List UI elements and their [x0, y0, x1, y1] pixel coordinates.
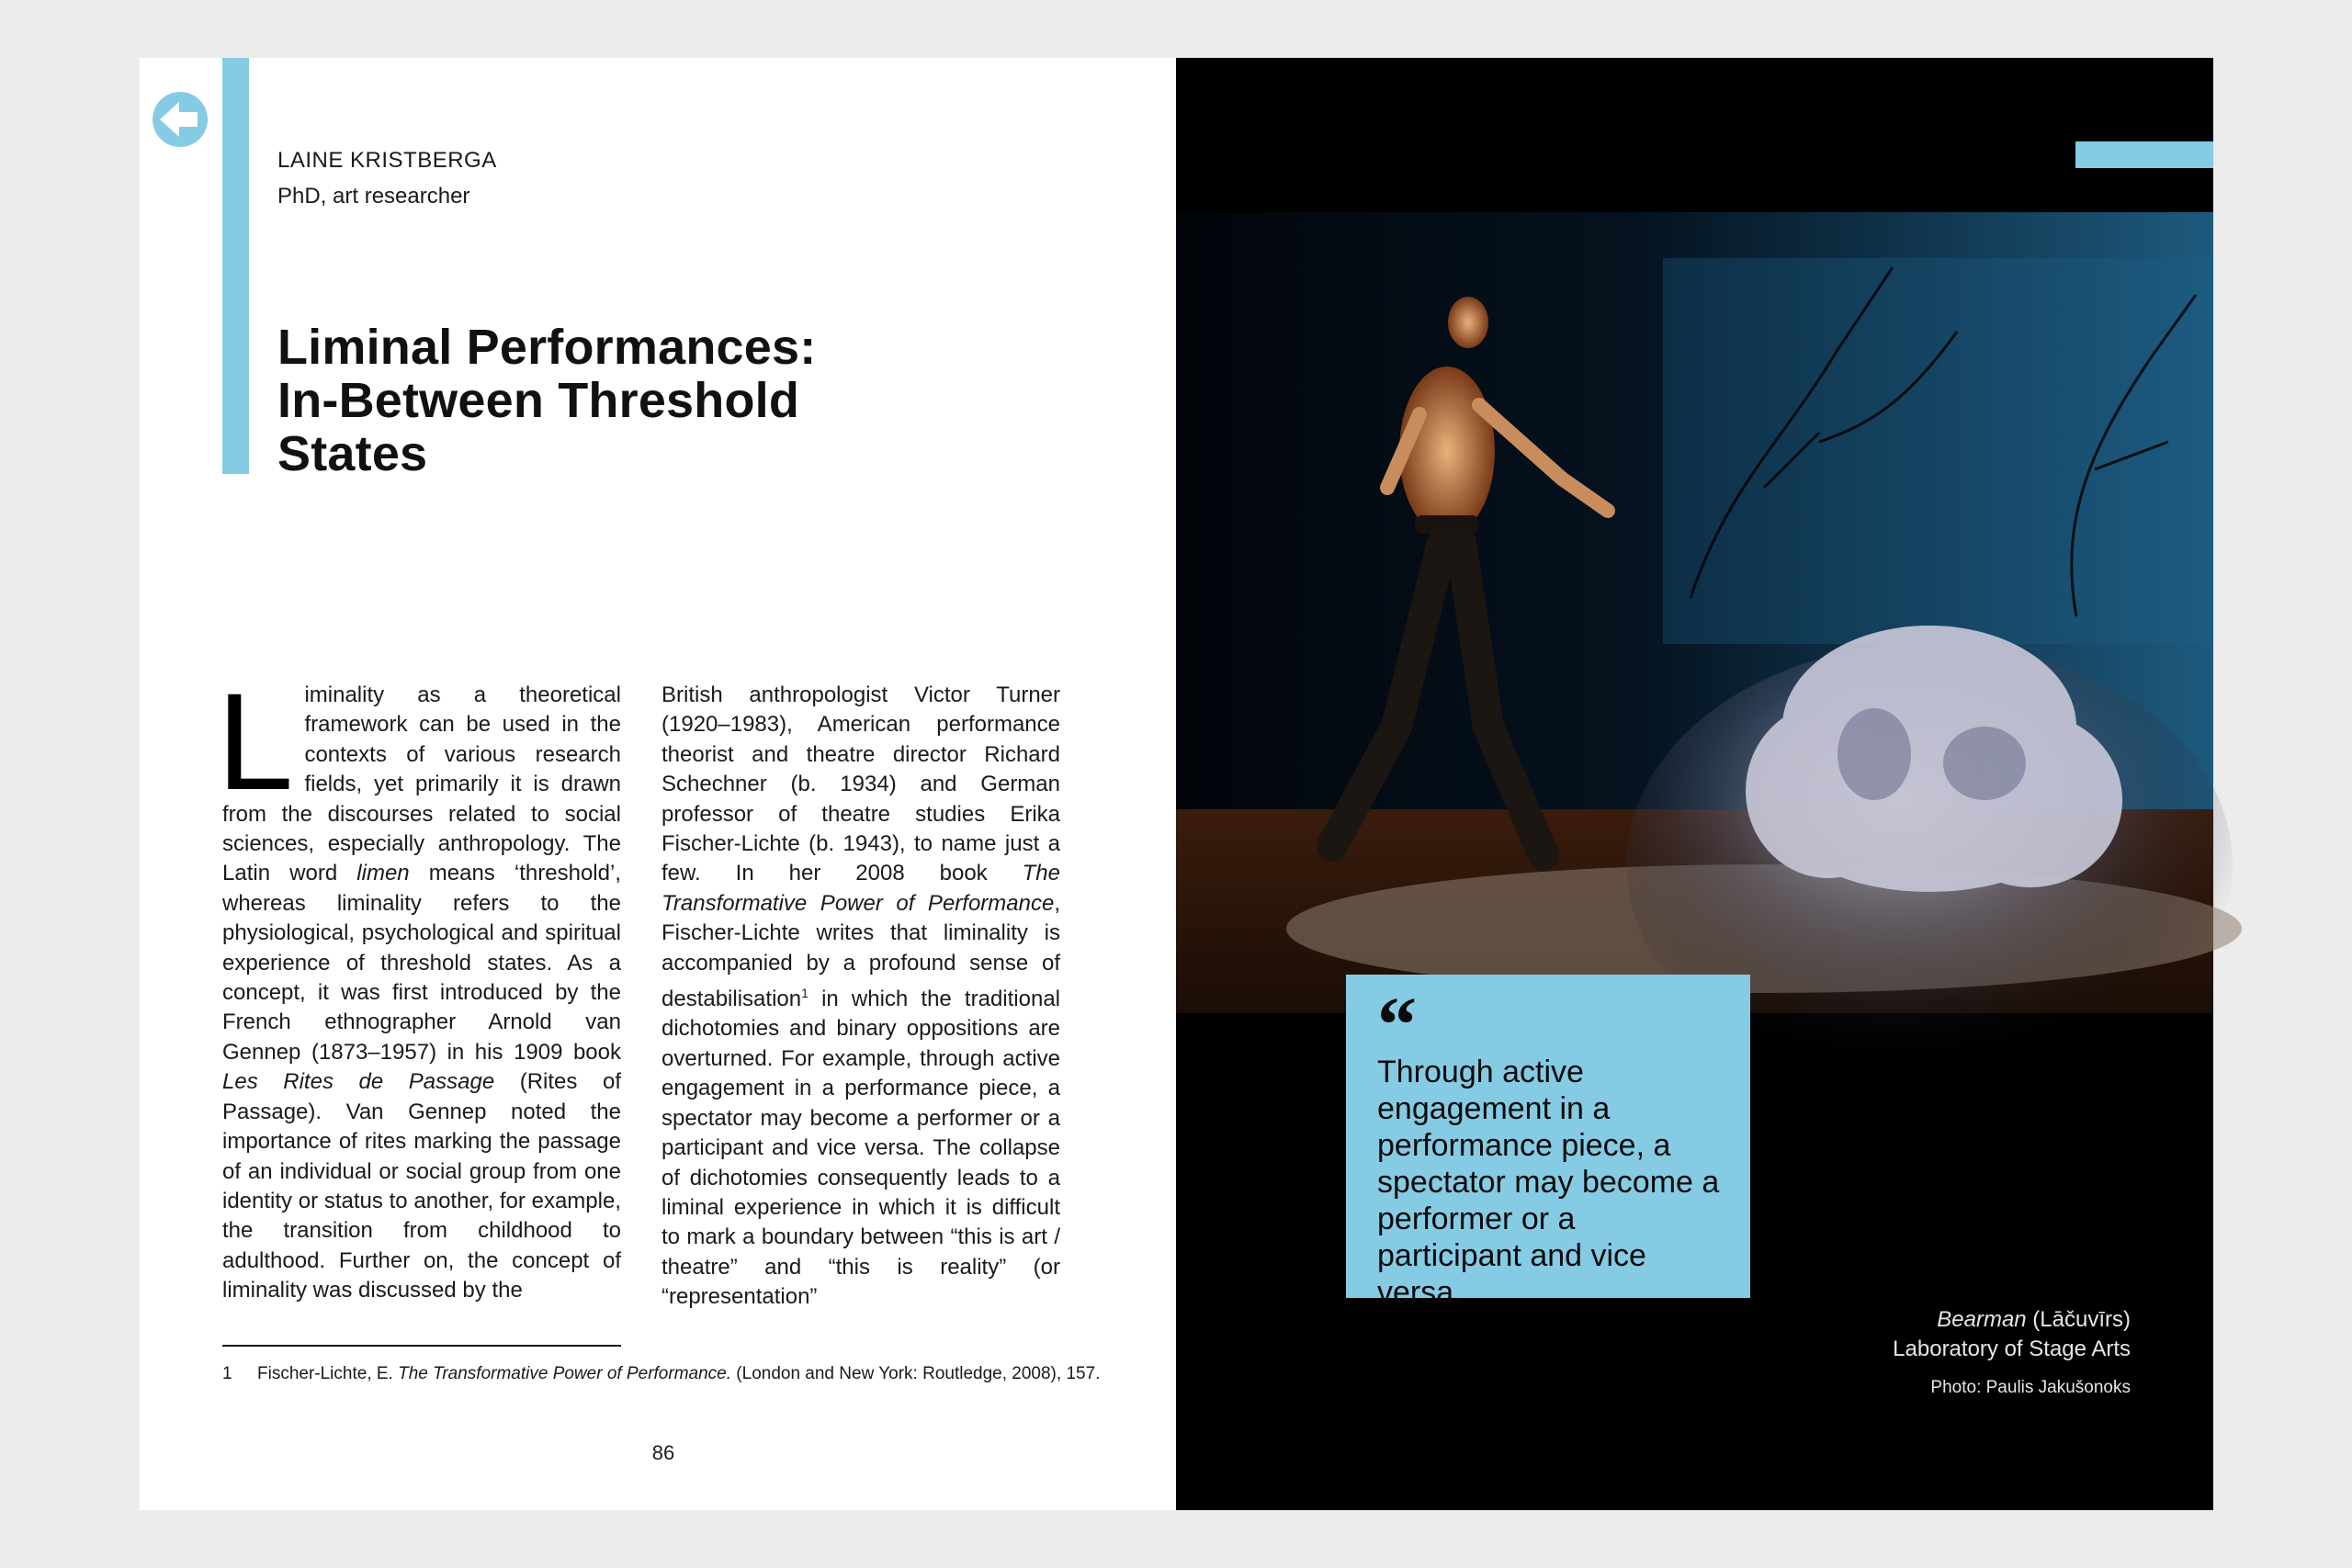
body-text: British anthropologist Victor Turner (1920–1983), American performance theorist and theatre director Richard Schechner (b. 1934) and German professor of theatre studies Erika Fischer-Lichte (b. 1943), to name just a few. In her 2008 book: [662, 682, 1060, 886]
photo-caption: [1893, 1305, 2131, 1401]
caption-title-rest: (Lāčuvīrs): [2026, 1307, 2131, 1332]
title-line-3: States: [277, 426, 428, 481]
pull-quote-text: Through active engagement in a performance piece, a spectator may become a performer or a participant and vice versa.: [1377, 1055, 1720, 1310]
author-role: PhD, art researcher: [277, 184, 470, 209]
body-paragraph: [662, 681, 1060, 1313]
caption-title: [1893, 1305, 2131, 1335]
page-number: 86: [651, 1441, 675, 1464]
accent-bar-right: [2075, 141, 2213, 168]
footnote-text: [257, 1362, 1143, 1385]
body-column-2: [662, 681, 1060, 1310]
drop-cap: L: [217, 664, 294, 818]
quote-mark-icon: “: [1377, 980, 1417, 1068]
body-text: , Fischer-Lichte writes that liminality is accompanied by a profound sense of destabilisation: [662, 890, 1060, 1012]
body-text: iminality as a theoretical framework can be used in the contexts of various research fields, yet primarily it is drawn from the discourses related to social sciences, especially anthropology. The Latin word: [222, 682, 621, 886]
body-text: means ‘threshold’, whereas liminality refers to the physiological, psychological and spiritual experience of threshold states. As a concept, it was first introduced by the French ethnographer Arnold van Gennep (1873–1957) in his 1909 book: [222, 861, 621, 1065]
left-page: [140, 58, 1176, 1510]
body-emphasis: limen: [356, 861, 410, 886]
accent-bar: [222, 58, 249, 474]
footnote-text-part: (London and New York: Routledge, 2008), 157.: [731, 1364, 1101, 1383]
pull-quote: [1346, 975, 1750, 1310]
right-page: [1176, 58, 2213, 1510]
performance-photo: [1176, 212, 2213, 1013]
footnote-emphasis: The Transformative Power of Performance.: [398, 1364, 732, 1383]
body-text: in which the traditional dichotomies and binary oppositions are overturned. For example, through active engagement in a performance piece, a spectator may become a performer or a participant and vice versa. The collapse of dichotomies consequently leads to a liminal experience in which it is difficult to mark a boundary between “this is art / theatre” and “this is reality” (or “representation”: [662, 987, 1060, 1310]
footnote-text-part: Fischer-Lichte, E.: [257, 1364, 399, 1383]
caption-organization: Laboratory of Stage Arts: [1893, 1337, 2131, 1361]
footnote-reference[interactable]: 1: [801, 986, 808, 1001]
author-block: [277, 142, 497, 214]
body-text: (Rites of Passage). Van Gennep noted the importance of rites marking the passage of an individual or social group from one identity or status to another, for example, the transition from childhood to adulthood. Further on, the concept of liminality was discussed by the: [222, 1069, 621, 1303]
title-line-2: In-Between Threshold: [277, 373, 800, 428]
body-column-1: [217, 664, 621, 1303]
footnote-number: 1: [222, 1364, 232, 1383]
footnote: [222, 1362, 1143, 1385]
caption-title-italic: Bearman: [1937, 1307, 2027, 1332]
title-line-1: Liminal Performances:: [277, 320, 817, 375]
magazine-spread: [140, 58, 2213, 1510]
body-emphasis: Les Rites de Passage: [222, 1069, 495, 1095]
article-title: [277, 321, 1012, 480]
arrow-left-circle-icon[interactable]: [152, 91, 209, 148]
body-emphasis: The Transformative Power of Performance: [662, 861, 1060, 916]
author-name: LAINE KRISTBERGA: [277, 148, 497, 173]
photo-credit: Photo: Paulis Jakušonoks: [1930, 1378, 2131, 1397]
footnote-divider: [222, 1345, 621, 1347]
